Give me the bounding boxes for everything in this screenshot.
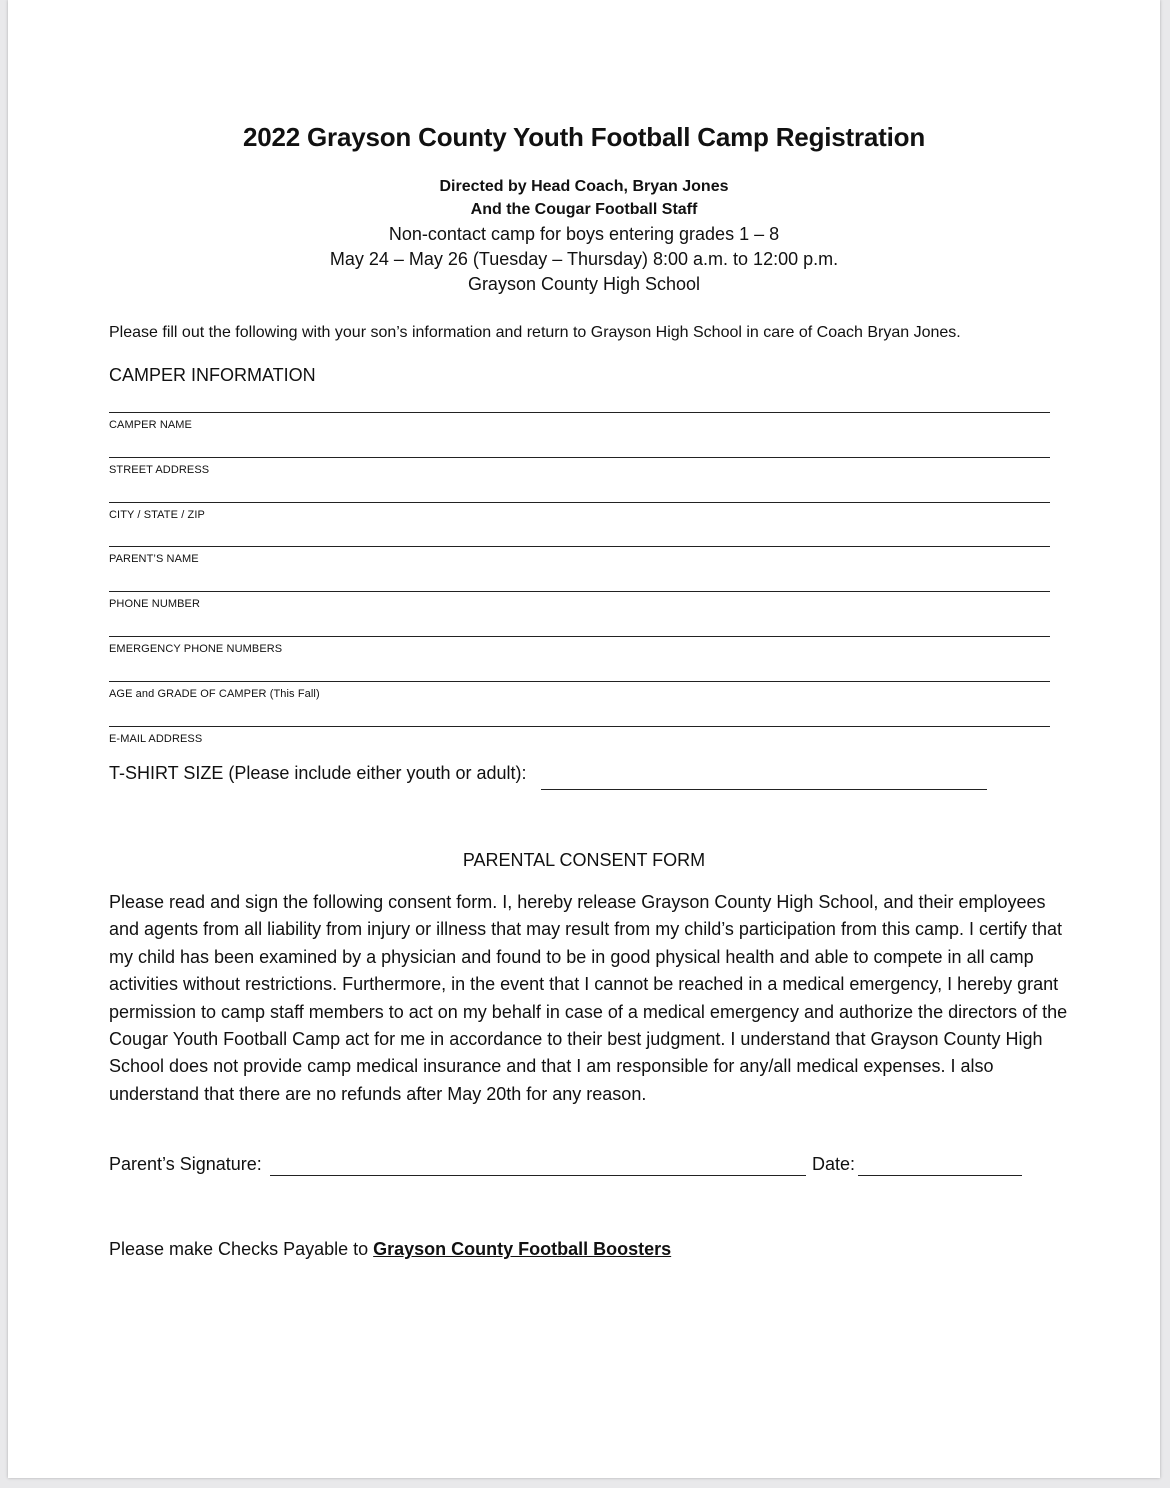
email-field[interactable] [109,726,1050,727]
camper-name-label: CAMPER NAME [109,419,192,431]
date-label: Date: [812,1154,856,1174]
document-page [8,0,1160,1478]
age-grade-field[interactable] [109,681,1050,682]
camper-info-heading: CAMPER INFORMATION [109,365,316,385]
form-title: 2022 Grayson County Youth Football Camp Registration [242,122,926,152]
camp-type-line: Non-contact camp for boys entering grades 1 – 8 [388,224,780,244]
payee-name: Grayson County Football Boosters [373,1239,672,1259]
camper-name-field[interactable] [109,412,1050,413]
phone-number-label: PHONE NUMBER [109,598,201,610]
street-address-label: STREET ADDRESS [109,464,210,476]
consent-body-text: Please read and sign the following consent form. I, hereby release Grayson County High School, and their employees and agents from all liability from injury or illness that may result from my child’s participation from this camp. I certify that my child has been examined by a physician and found to be in good physical health and able to compete in all camp activities without restrictions. Furthermore, in the event that I cannot be reached in a medical emergency, I hereby grant permission to camp staff members to act on my behalf in case of a medical emergency and authorize the directors of the Cougar Youth Football Camp act for me in accordance to their best judgment. I understand that Grayson County High School does not provide camp medical insurance and that I am responsible for any/all medical expenses. I also understand that there are no refunds after May 20th for any reason. [109,892,1068,1104]
tshirt-size-field[interactable] [541,789,987,790]
payment-note [109,1239,671,1260]
parent-name-field[interactable] [109,546,1050,547]
emergency-phone-field[interactable] [109,636,1050,637]
phone-number-field[interactable] [109,591,1050,592]
parent-name-label: PARENT’S NAME [109,553,199,565]
directed-by-line: Directed by Head Coach, Bryan Jones [439,178,729,195]
email-label: E-MAIL ADDRESS [109,733,203,745]
emergency-phone-label: EMERGENCY PHONE NUMBERS [109,643,283,655]
staff-line: And the Cougar Football Staff [470,201,698,218]
signature-label: Parent’s Signature: [109,1154,262,1174]
instructions-text: Please fill out the following with your son’s information and return to Grayson High School in care of Coach Bryan Jones. [109,324,961,341]
camp-dates-line: May 24 – May 26 (Tuesday – Thursday) 8:00 a.m. to 12:00 p.m. [329,249,839,269]
tshirt-size-label: T-SHIRT SIZE (Please include either youth or adult): [109,763,527,783]
city-state-zip-field[interactable] [109,502,1050,503]
city-state-zip-label: CITY / STATE / ZIP [109,509,205,521]
street-address-field[interactable] [109,457,1050,458]
payment-prefix: Please make Checks Payable to [109,1239,374,1259]
camp-location-line: Grayson County High School [467,274,701,294]
age-grade-label: AGE and GRADE OF CAMPER (This Fall) [109,688,320,700]
date-field[interactable] [858,1175,1022,1176]
signature-field[interactable] [270,1175,806,1176]
consent-heading: PARENTAL CONSENT FORM [462,850,706,870]
